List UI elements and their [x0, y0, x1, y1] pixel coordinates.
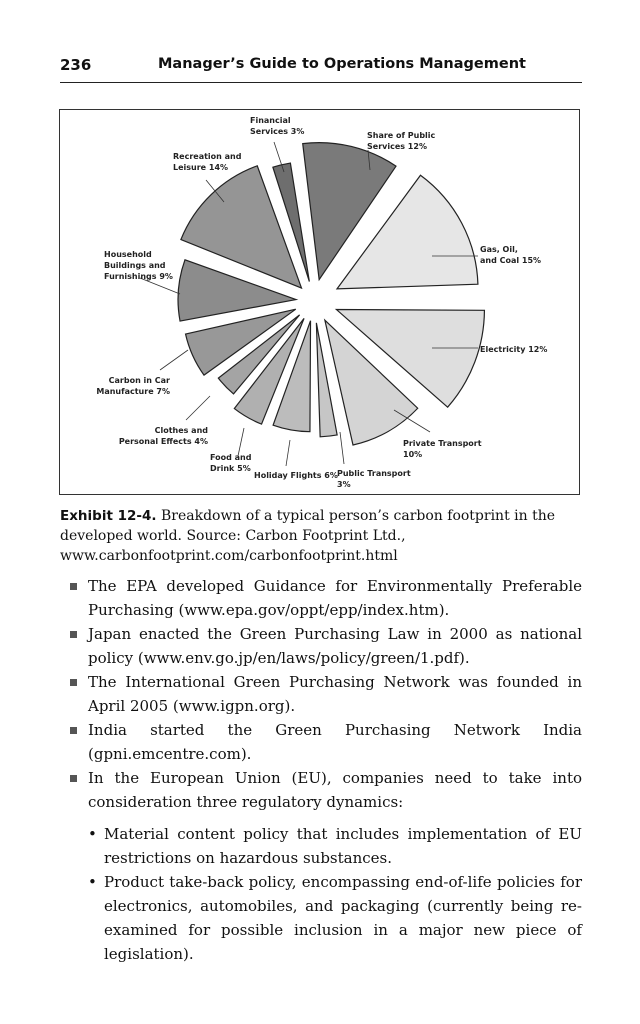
sub-bullet-text: Product take-back policy, encompassing end-of-life policies for electronics, automobiles, and packaging (currently being re-examined for possible inclusion in a major new piece of legislation).	[104, 873, 582, 963]
slice-label: Financial Services 3%	[250, 116, 305, 136]
leader-line	[160, 350, 188, 370]
square-bullet-icon	[70, 631, 77, 638]
sub-bullet-text: Material content policy that includes implementation of EU restrictions on hazardous substances.	[104, 825, 582, 867]
slice-label: Clothes and Personal Effects 4%	[118, 426, 208, 446]
square-bullet-icon	[70, 727, 77, 734]
leader-line	[340, 432, 344, 464]
list-item	[60, 766, 582, 966]
exhibit-figure	[59, 109, 580, 495]
page-number: 236	[60, 56, 92, 74]
bullet-dot-icon: •	[88, 873, 97, 891]
sub-list-item	[88, 870, 582, 966]
leader-line	[238, 428, 244, 456]
slice-label: Public Transport 3%	[337, 469, 411, 489]
sub-list-item	[88, 822, 582, 870]
slice-label: Gas, Oil, and Coal 15%	[480, 245, 542, 265]
bullet-text: India started the Green Purchasing Network India (gpni.emcentre.com).	[88, 721, 582, 763]
bullet-text: Japan enacted the Green Purchasing Law in 2000 as national policy (www.env.go.jp/en/laws/policy/green/1.pdf).	[88, 625, 582, 667]
running-title: Manager’s Guide to Operations Management	[158, 56, 526, 72]
list-item	[60, 622, 582, 670]
square-bullet-icon	[70, 583, 77, 590]
bullet-dot-icon: •	[88, 825, 97, 843]
square-bullet-icon	[70, 775, 77, 782]
slice-label: Electricity 12%	[480, 345, 548, 354]
list-item	[60, 670, 582, 718]
bullet-text: In the European Union (EU), companies need to take into consideration three regulatory dynamics:	[88, 769, 582, 811]
exhibit-caption	[60, 506, 582, 566]
pie-chart	[60, 110, 579, 494]
sub-bullet-list	[88, 822, 582, 966]
bullet-text: The EPA developed Guidance for Environmentally Preferable Purchasing (www.epa.gov/oppt/epp/index.htm).	[88, 577, 582, 619]
slice-label: Private Transport 10%	[403, 439, 482, 459]
running-header	[60, 56, 582, 83]
slice-label: Holiday Flights 6%	[254, 471, 338, 480]
slice-label: Household Buildings and Furnishings 9%	[104, 250, 173, 281]
leader-line	[186, 396, 210, 420]
caption-label: Exhibit 12-4.	[60, 508, 157, 524]
slice-label: Recreation and Leisure 14%	[173, 152, 242, 172]
list-item	[60, 718, 582, 766]
slice-label: Carbon in Car Manufacture 7%	[96, 376, 170, 396]
slice-label: Share of Public Services 12%	[367, 131, 436, 151]
bullet-text: The International Green Purchasing Network was founded in April 2005 (www.igpn.org).	[88, 673, 582, 715]
square-bullet-icon	[70, 679, 77, 686]
list-item	[60, 574, 582, 622]
leader-line	[286, 440, 290, 466]
slice-label: Food and Drink 5%	[210, 453, 252, 473]
caption-text: Breakdown of a typical person’s carbon footprint in the developed world. Source: Carbon Footprint Ltd., www.carbonfootprint.com/carbonfootprint.html	[60, 508, 556, 564]
bullet-list	[60, 574, 582, 966]
